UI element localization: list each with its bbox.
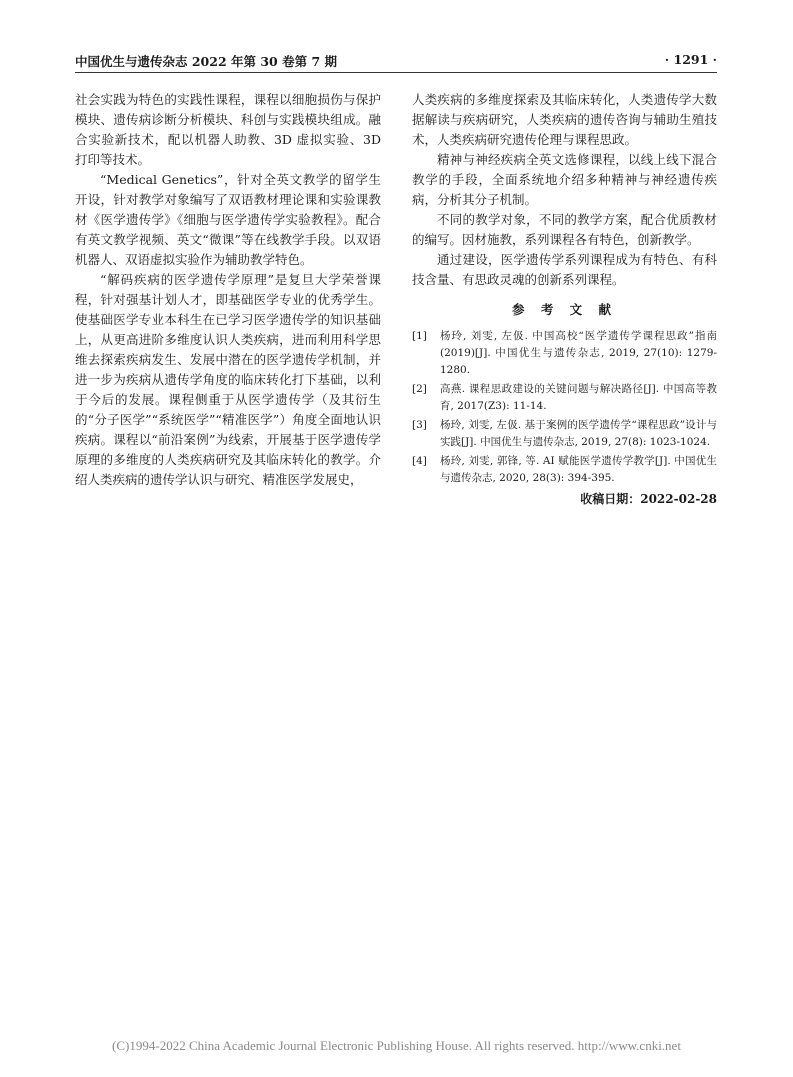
reference-number: [1] <box>412 330 427 342</box>
reference-number: [4] <box>412 455 427 467</box>
reference-number: [3] <box>412 419 427 431</box>
paragraph: 人类疾病的多维度探索及其临床转化，人类遗传学大数据解读与疾病研究，人类疾病的遗传咨询与辅助生殖技术，人类疾病研究遗传伦理与课程思政。 <box>412 92 717 147</box>
left-column <box>75 90 381 490</box>
reference-text: 高燕. 课程思政建设的关键问题与解决路径[J]. 中国高等教育, 2017(Z3): 11-14. <box>440 383 717 412</box>
running-header <box>75 52 717 73</box>
journal-title: 中国优生与遗传杂志 2022 年第 30 卷第 7 期 <box>75 54 337 69</box>
received-date: 收稿日期：2022-02-28 <box>580 492 717 506</box>
right-column <box>412 90 717 509</box>
reference-item <box>412 381 717 415</box>
reference-item <box>412 417 717 451</box>
page-number: · 1291 · <box>664 52 717 67</box>
reference-text: 杨玲, 刘雯, 左伋. 中国高校“医学遗传学课程思政”指南(2019)[J]. 中国优生与遗传杂志, 2019, 27(10): 1279-1280. <box>440 330 717 376</box>
reference-item <box>412 328 717 379</box>
paragraph: 通过建设，医学遗传学系列课程成为有特色、有科技含量、有思政灵魂的创新系列课程。 <box>412 252 717 287</box>
reference-text: 杨玲, 刘雯, 郭锋, 等. AI 赋能医学遗传学教学[J]. 中国优生与遗传杂志, 2020, 28(3): 394-395. <box>440 455 717 484</box>
paragraph: 不同的教学对象，不同的教学方案，配合优质教材的编写。因材施教，系列课程各有特色，创新教学。 <box>412 212 717 247</box>
paragraph: 精神与神经疾病全英文选修课程，以线上线下混合教学的手段，全面系统地介绍多种精神与神经遗传疾病，分析其分子机制。 <box>412 152 717 207</box>
reference-number: [2] <box>412 383 427 395</box>
paragraph: “Medical Genetics”，针对全英文教学的留学生开设，针对教学对象编写了双语教材理论课和实验课教材《医学遗传学》《细胞与医学遗传学实验教程》。配合有英文教学视频、英文“微课”等在线教学手段。以双语机器人、双语虚拟实验作为辅助教学特色。 <box>75 172 381 267</box>
reference-item <box>412 453 717 487</box>
paragraph: 社会实践为特色的实践性课程，课程以细胞损伤与保护模块、遗传病诊断分析模块、科创与实践模块组成。融合实验新技术，配以机器人助教、3D 虚拟实验、3D 打印等技术。 <box>75 92 381 167</box>
references-heading: 参 考 文 献 <box>511 302 618 317</box>
copyright-footer: (C)1994-2022 China Academic Journal Electronic Publishing House. All rights reserved. http://www.cnki.net <box>112 1038 681 1053</box>
reference-text: 杨玲, 刘雯, 左伋. 基于案例的医学遗传学“课程思政”设计与实践[J]. 中国优生与遗传杂志, 2019, 27(8): 1023-1024. <box>440 419 717 448</box>
paragraph: “解码疾病的医学遗传学原理”是复旦大学荣誉课程，针对强基计划人才，即基础医学专业的优秀学生。使基础医学专业本科生在已学习医学遗传学的知识基础上，从更高进阶多维度认识人类疾病，进而利用科学思维去探索疾病发生、发展中潜在的医学遗传学机制，并进一步为疾病从遗传学角度的临床转化打下基础，以利于今后的发展。课程侧重于从医学遗传学（及其衍生的“分子医学”“系统医学”“精准医学”）角度全面地认识疾病。课程以“前沿案例”为线索，开展基于医学遗传学原理的多维度的人类疾病研究及其临床转化的教学。介绍人类疾病的遗传学认识与研究、精准医学发展史， <box>75 272 381 487</box>
